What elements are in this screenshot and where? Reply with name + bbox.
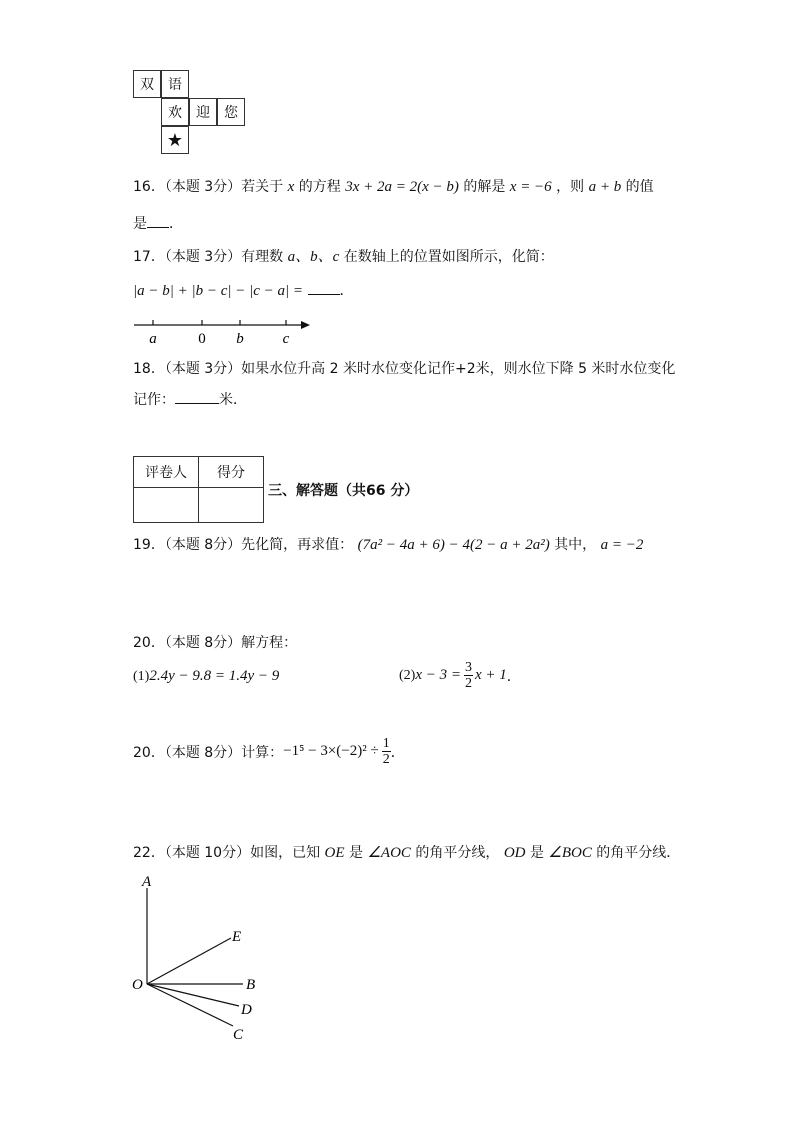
question-19 [133,534,643,554]
cube-net-cell: 语 [161,70,189,98]
q20-part-1 [133,668,279,685]
point-label-b: B [246,977,256,993]
score-box [133,456,264,523]
grader-cell[interactable] [134,488,199,523]
q22-oe: OE [324,845,345,861]
question-18: 18．（本题 3分）如果水位升高 2 米时水位变化记作+2米，则水位下降 5 米时水位变化 [133,361,676,377]
point-label-e: E [232,929,242,945]
number-line [130,314,320,348]
q22-od: OD [503,845,526,861]
q22-angle1: ∠AOC [367,845,411,861]
q19-mid: 其中， [554,537,597,553]
q17-expression: |a − b| + |b − c| − |c − a| = [133,283,304,299]
q16-equation: 3x + 2a = 2(x − b) [345,179,459,195]
q20-part2-right: x + 1 [474,667,507,683]
q22-mid1: 是 [349,845,363,861]
question-16-line2 [133,213,183,233]
angle-figure [125,868,275,1048]
q20-part2-frac-den: 2 [464,676,472,691]
q20b-frac-den: 2 [382,752,390,767]
q20b-expression: −1⁵ − 3×(−2)² ÷ [283,743,379,759]
point-label-o: O [132,977,143,993]
q17-end: ． [339,283,354,299]
q17-prefix: 17．（本题 3分）有理数 [133,249,284,265]
point-label-c: C [233,1027,244,1043]
question-17 [133,245,554,266]
cube-net-cell: 您 [217,98,245,126]
q16-var-x: x [287,179,295,195]
score-cell[interactable] [199,488,264,523]
q17-suffix: 在数轴上的位置如图所示，化简： [343,249,554,265]
q16-suffix: 的值 [625,179,654,195]
cube-net-cell: 迎 [189,98,217,126]
section-title: 三、解答题（共66 分） [268,483,419,499]
question-17-expression [133,280,354,300]
q16-expr: a + b [588,179,622,195]
question-16 [133,176,654,196]
q20b-prefix: 20．（本题 8分）计算： [133,744,284,761]
number-line-label-0: 0 [198,331,206,347]
q19-prefix: 19．（本题 8分）先化简，再求值： [133,537,354,553]
q17-vars: a、b、c [287,249,340,265]
q16-answer-blank[interactable] [147,227,169,228]
cube-net-cell: 双 [133,70,161,98]
q22-angle2: ∠BOC [548,845,592,861]
q16-prefix: 16．（本题 3分）若关于 [133,179,284,195]
q18-line2-suffix: 米． [219,392,247,408]
q22-mid3: 是 [529,845,544,861]
number-line-label-a: a [149,331,157,347]
q16-end: ． [169,216,183,232]
q22-suffix: 的角平分线． [596,845,681,861]
question-18-line2 [133,389,247,409]
ray-oe [147,938,231,984]
cube-net-star-cell: ★ [161,126,189,154]
q20-part2-label: (2) [399,667,416,683]
q22-mid2: 的角平分线， [415,845,500,861]
q20-part2-end: ． [506,668,521,685]
question-22 [133,842,680,862]
q20-part1-label: (1) [133,669,150,684]
ray-oc [147,984,233,1026]
q18-answer-blank[interactable] [175,403,219,404]
number-line-label-c: c [282,331,290,347]
question-20-equations: 20．（本题 8分）解方程： [133,635,298,651]
ray-od [147,984,239,1006]
q17-answer-blank[interactable] [308,294,340,295]
q20-part-2 [399,660,521,691]
q20-part2-frac-num: 3 [464,660,472,675]
q18-line2-prefix: 记作： [133,392,175,408]
cube-net-cell: 欢 [161,98,189,126]
q16-line2: 是 [133,216,147,232]
q20b-fraction [382,736,391,767]
q22-prefix: 22．（本题 10分）如图，已知 [133,845,321,861]
q20-part2-fraction [464,660,473,691]
q19-expression: (7a² − 4a + 6) − 4(2 − a + 2a²) [357,537,550,553]
number-line-arrow [301,321,310,329]
q16-mid2: 的解是 [463,179,506,195]
q20b-frac-num: 1 [382,736,390,751]
number-line-label-b: b [236,331,244,347]
q19-condition: a = −2 [600,537,644,553]
point-label-d: D [241,1002,252,1018]
q20b-end: ． [390,744,405,761]
q16-mid3: ，则 [556,179,585,195]
q16-solution: x = −6 [509,179,552,195]
point-label-a: A [142,874,152,890]
score-header-grader: 评卷人 [134,457,199,488]
q20-part2-left: x − 3 = [415,667,461,683]
q20-part1-equation: 2.4y − 9.8 = 1.4y − 9 [149,668,280,684]
score-header-score: 得分 [199,457,264,488]
question-20-calculate [133,736,405,767]
q16-mid: 的方程 [298,179,341,195]
